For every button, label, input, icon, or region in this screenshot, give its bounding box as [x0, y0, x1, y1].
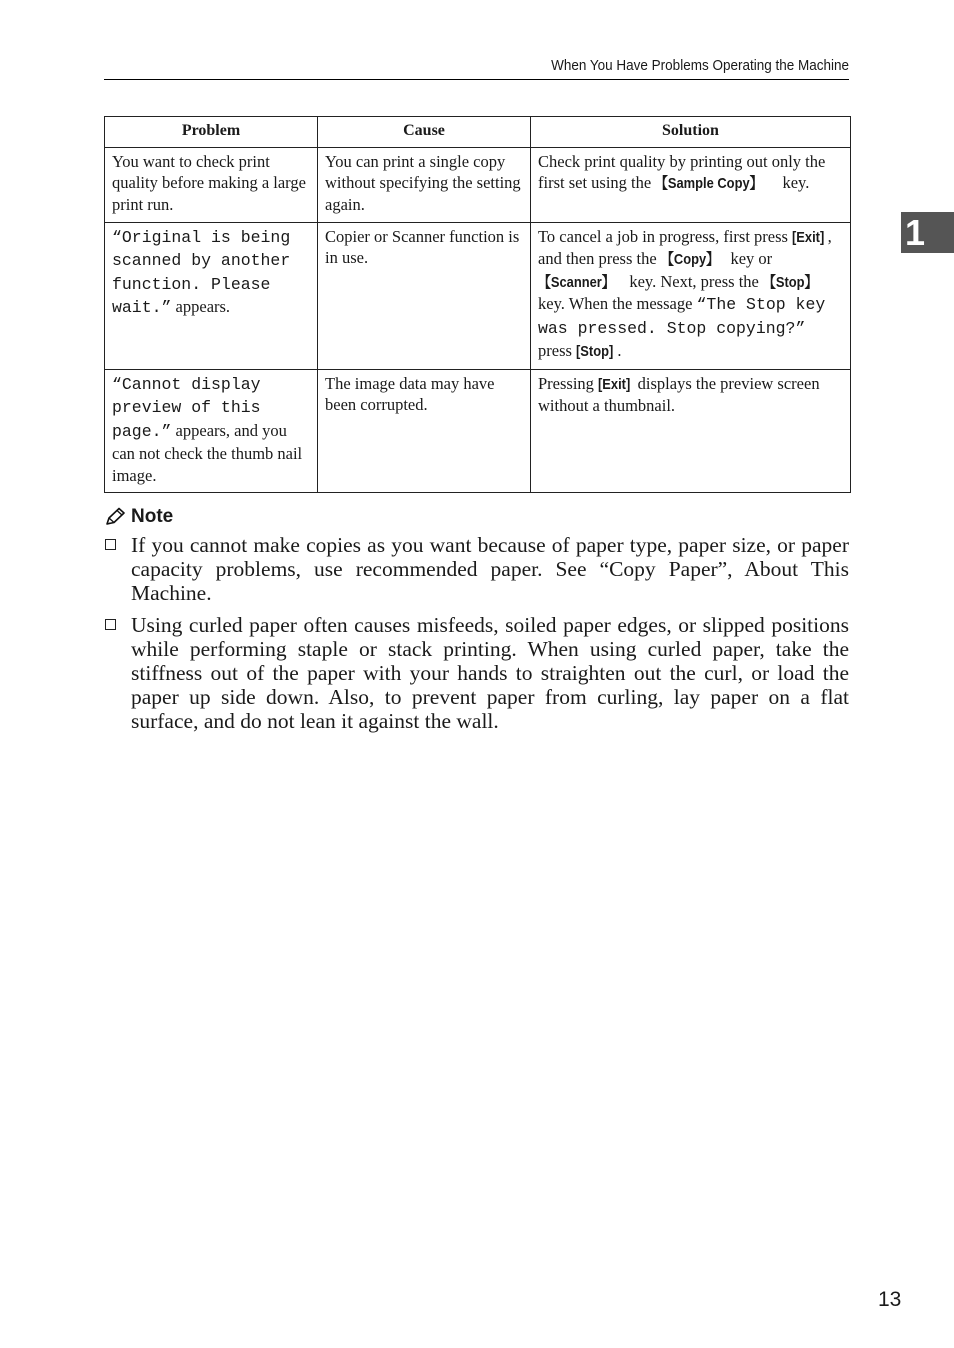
solution-text: key. Next, press the [625, 271, 763, 291]
column-header-cause: Cause [318, 117, 531, 148]
solution-text: Pressing [538, 373, 599, 393]
note-list [104, 533, 849, 741]
column-header-problem: Problem [105, 117, 318, 148]
solution-cell [531, 369, 851, 493]
solution-text: key. [778, 173, 810, 192]
screen-message: “Original is being scanned by another function. Please wait.” [112, 227, 291, 317]
solution-text: , and then press the [538, 226, 832, 268]
screen-message: “The Stop key was pressed. Stop copying?” [538, 295, 826, 338]
key-label-sample-copy: 【Sample Copy】 [655, 175, 763, 192]
problem-text: appears, and you can not check the thumb nail image. [112, 420, 303, 485]
problem-cell [105, 369, 318, 493]
table-row [105, 147, 851, 222]
list-item [104, 533, 849, 605]
problem-cell [105, 222, 318, 369]
key-label-copy: 【Copy】 [660, 251, 719, 268]
cause-cell: The image data may have been corrupted. [318, 369, 531, 493]
screen-message: “Cannot display preview of this page.” [112, 374, 261, 441]
solution-text: key or [726, 249, 773, 268]
checkbox-bullet-icon [105, 539, 116, 550]
page-header [104, 56, 849, 80]
note-text: Using curled paper often causes misfeeds, soiled paper edges, or slipped positions while performing staple or stack printing. When using curled paper, take the stiffness out of the paper with your hands to straighten out the curl, or load the paper up side down. Also, to prevent paper from curling, lay paper on a flat surface, and do not lean it against the wall. [131, 613, 849, 733]
problem-text: appears. [171, 297, 231, 316]
solution-text: key. When the message [538, 294, 697, 313]
list-item [104, 613, 849, 733]
solution-text: Check print quality by printing out only the first set using the [538, 151, 826, 192]
solution-text: displays the preview screen without a thumbnail. [538, 373, 820, 415]
key-label-exit: [Exit] [792, 228, 825, 246]
solution-text: . [617, 341, 622, 360]
table-header-row [105, 117, 851, 148]
pencil-icon [104, 507, 126, 527]
running-header-title: When You Have Problems Operating the Machine [551, 57, 849, 74]
table-row [105, 369, 851, 493]
table-row [105, 222, 851, 369]
cause-cell: Copier or Scanner function is in use. [318, 222, 531, 369]
solution-text: press [538, 341, 577, 360]
key-label-exit: [Exit] [598, 375, 631, 393]
solution-text: To cancel a job in progress, first press [538, 226, 793, 246]
page-number: 13 [878, 1288, 902, 1311]
problem-cell: You want to check print quality before making a large print run. [105, 147, 318, 222]
note-text: If you cannot make copies as you want because of paper type, paper size, or paper capacity problems, use recommended paper. See “Copy Paper”, About This Machine. [131, 533, 849, 605]
column-header-solution: Solution [531, 117, 851, 148]
key-label-stop: 【Stop】 [762, 273, 818, 291]
cause-cell: You can print a single copy without specifying the setting again. [318, 147, 531, 222]
troubleshooting-table [104, 116, 851, 493]
chapter-tab: 1 [901, 212, 954, 253]
note-heading-label: Note [131, 506, 174, 527]
key-label-stop: [Stop] [576, 343, 614, 360]
key-label-scanner: 【Scanner】 [538, 273, 615, 291]
solution-cell [531, 147, 851, 222]
note-heading [104, 504, 173, 530]
solution-cell [531, 222, 851, 369]
checkbox-bullet-icon [105, 619, 116, 630]
